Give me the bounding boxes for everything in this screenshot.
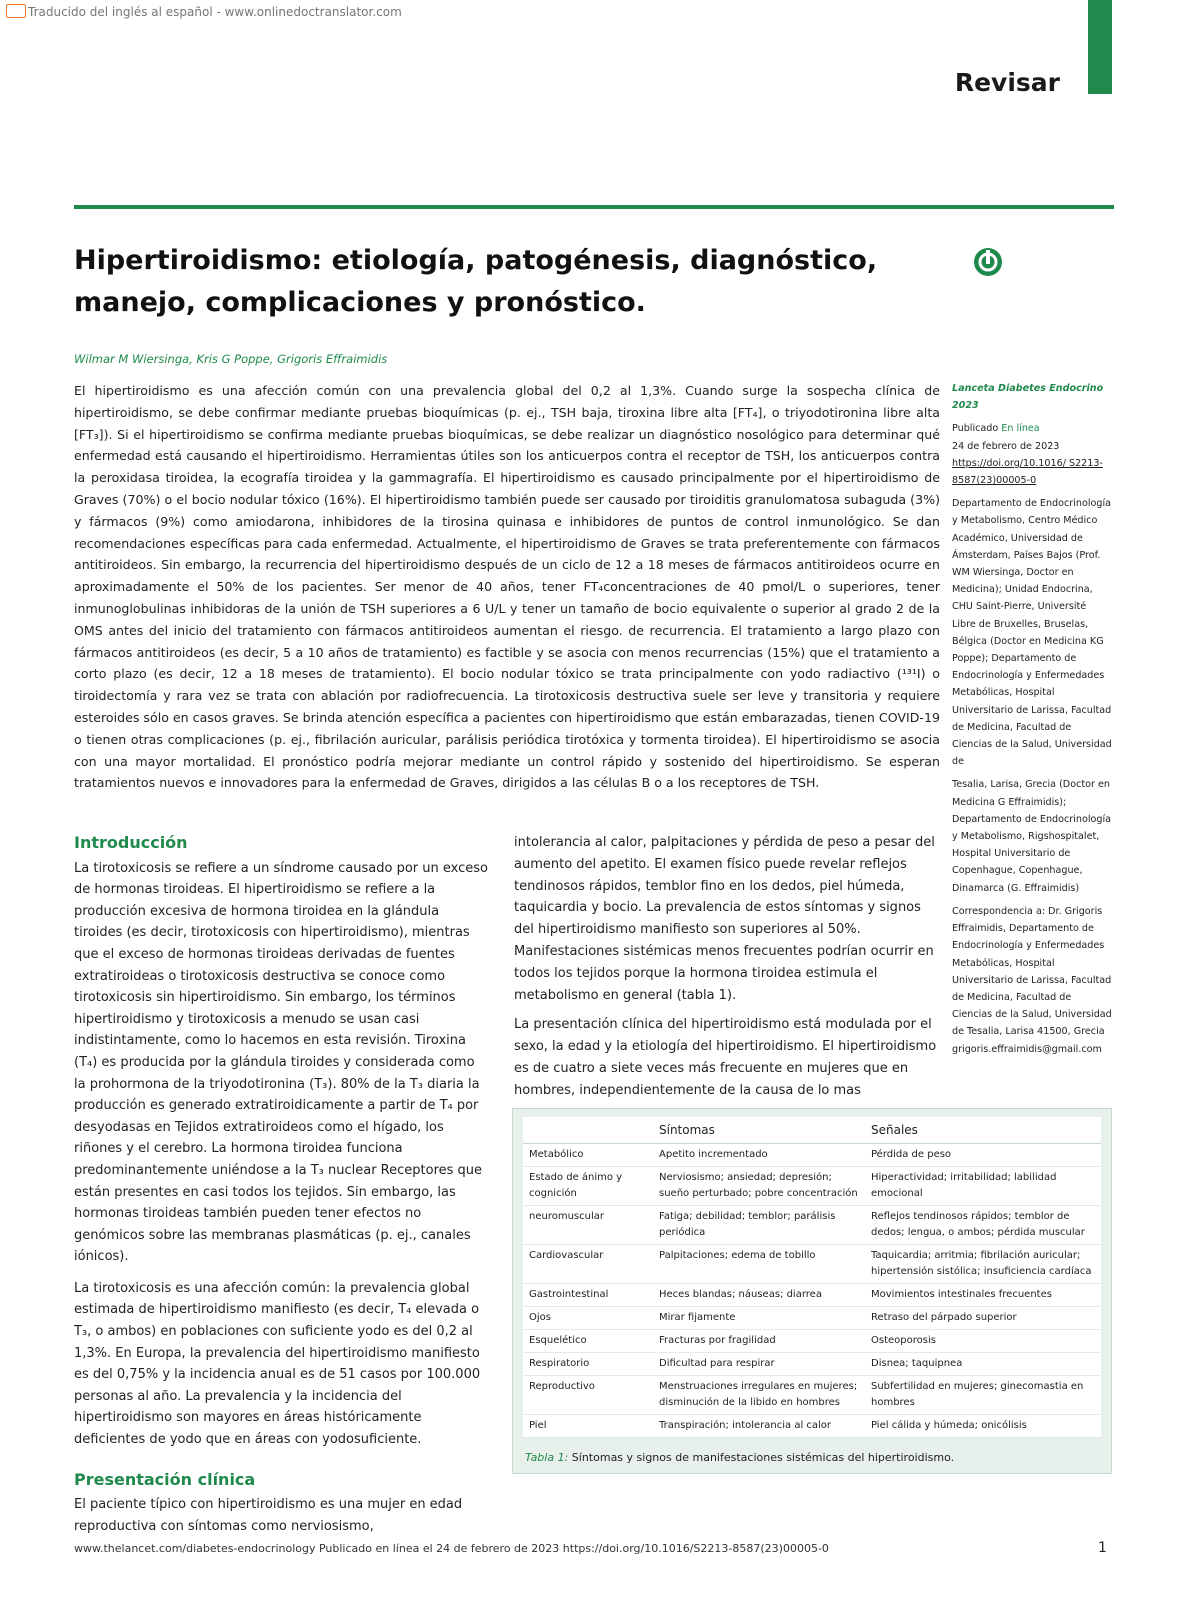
affiliation-2: Tesalia, Larisa, Grecia (Doctor en Medicina G Effraimidis); Departamento de Endocrinología y Metabolismo, Rigshospitalet, Hospital Universitario de Copenhague, Copenhague, Dinamarca (G. Effraimidis) (952, 779, 1111, 894)
table-row (523, 1307, 1101, 1330)
table-caption (525, 1451, 954, 1464)
table-row (523, 1330, 1101, 1353)
row-symptoms: Fatiga; debilidad; temblor; parálisis periódica (653, 1206, 865, 1245)
clinical-paragraph-2: intolerancia al calor, palpitaciones y pérdida de peso a pesar del aumento del apetito. El examen físico puede revelar reflejos tendinosos rápidos, temblor fino en los dedos, piel húmeda, taquicardia y bocio. La prevalencia de estos síntomas y signos del hipertiroidismo manifiesto son superiores al 50%. Manifestaciones sistémicas menos frecuentes podrían ocurrir en todos los tejidos porque la hormona tiroidea estimula el metabolismo en general (tabla 1). (514, 835, 935, 1003)
row-signs: Hiperactividad; irritabilidad; labilidad emocional (865, 1167, 1101, 1206)
row-symptoms: Menstruaciones irregulares en mujeres; disminución de la libido en hombres (653, 1376, 865, 1415)
table-row (523, 1167, 1101, 1206)
row-system: Esquelético (523, 1330, 653, 1353)
abstract: El hipertiroidismo es una afección común con una prevalencia global del 0,2 al 1,3%. Cuando surge la sospecha clínica de hipertiroidismo, se debe confirmar mediante pruebas bioquímicas (p. ej., TSH baja, tiroxina libre alta [FT₄], o triyodotironina libre alta [FT₃]). Si el hipertiroidismo se confirma mediante pruebas bioquímicas, se debe realizar un diagnóstico nosológico para determinar qué enfermedad está causando el hipertiroidismo. Herramientas útiles son los anticuerpos contra el receptor de TSH, los anticuerpos contra la peroxidasa tiroidea, la ecografía tiroidea y la gammagrafía. El hipertiroidismo es causado principalmente por el hipertiroidismo de Graves (70%) o el bocio nodular tóxico (16%). El hipertiroidismo también puede ser causado por tiroiditis granulomatosa subaguda (3%) y fármacos (9%) como amiodarona, inhibidores de la tirosina quinasa e inhibidores de puntos de control inmunológico. Se dan recomendaciones específicas para cada enfermedad. Actualmente, el hipertiroidismo de Graves se trata preferentemente con fármacos antitiroideos. Sin embargo, la recurrencia del hipertiroidismo después de un ciclo de 12 a 18 meses de fármacos antitiroideos ocurre en aproximadamente el 50% de los pacientes. Ser menor de 40 años, tener FT₄concentraciones de 40 pmol/L o superiores, tener inmunoglobulinas inhibidoras de la unión de TSH superiores a 6 U/L y tener un tamaño de bocio equivalente o superior al grado 2 de la OMS antes del inicio del tratamiento con fármacos antitiroideos aumentan el riesgo. de recurrencia. El tratamiento a largo plazo con fármacos antitiroideos (es decir, 5 a 10 años de tratamiento) es factible y se asocia con menos recurrencias (15%) que el tratamiento a corto plazo (es decir, 12 a 18 meses de tratamiento). El bocio nodular tóxico se trata principalmente con yodo radiactivo (¹³¹I) o tiroidectomía y rara vez se trata con ablación por radiofrecuencia. La tirotoxicosis destructiva suele ser leve y transitoria y requiere esteroides sólo en casos graves. Se brinda atención específica a pacientes con hipertiroidismo que están embarazadas, tienen COVID-19 o tienen otras complicaciones (p. ej., fibrilación auricular, parálisis periódica tirotóxica y tormenta tiroidea). El hipertiroidismo se asocia con una mayor mortalidad. El pronóstico podría mejorar mediante un control rápido y sostenido del hipertiroidismo. Se esperan tratamientos nuevos e innovadores para la enfermedad de Graves, dirigidos a las células B o a los receptores de TSH. (74, 383, 940, 791)
author-list: Wilmar M Wiersinga, Kris G Poppe, Grigoris Effraimidis (74, 352, 388, 366)
doi-link[interactable]: https://doi.org/10.1016/ S2213-8587(23)00005-0 (952, 457, 1103, 487)
row-signs: Disnea; taquipnea (865, 1353, 1101, 1376)
translation-banner[interactable] (6, 4, 402, 19)
header-rule (74, 205, 1114, 209)
row-symptoms: Fracturas por fragilidad (653, 1330, 865, 1353)
translate-icon (6, 4, 26, 18)
row-symptoms: Transpiración; intolerancia al calor (653, 1415, 865, 1438)
row-system: neuromuscular (523, 1206, 653, 1245)
row-system: Metabólico (523, 1144, 653, 1167)
article-sidebar (952, 380, 1112, 1064)
symptoms-table (523, 1117, 1101, 1438)
row-system: Gastrointestinal (523, 1284, 653, 1307)
article-title: Hipertiroidismo: etiología, patogénesis, diagnóstico, manejo, complicaciones y pronóstico. (74, 245, 878, 318)
row-signs: Reflejos tendinosos rápidos; temblor de dedos; lengua, o ambos; pérdida muscular (865, 1206, 1101, 1245)
row-system: Ojos (523, 1307, 653, 1330)
table-header-row (523, 1117, 1101, 1144)
header-symptoms: Síntomas (653, 1117, 865, 1144)
published-online: En línea (1001, 423, 1040, 435)
table-row (523, 1284, 1101, 1307)
clinical-heading: Presentación clínica (74, 1469, 256, 1489)
crossmark-icon[interactable] (970, 246, 1006, 282)
table-row (523, 1353, 1101, 1376)
clinical-paragraph-1: El paciente típico con hipertiroidismo es una mujer en edad reproductiva con síntomas como nerviosismo, (74, 1497, 463, 1534)
row-signs: Pérdida de peso (865, 1144, 1101, 1167)
table-row (523, 1144, 1101, 1167)
published-date: 24 de febrero de 2023 (952, 440, 1060, 452)
row-symptoms: Apetito incrementado (653, 1144, 865, 1167)
row-symptoms: Nerviosismo; ansiedad; depresión; sueño perturbado; pobre concentración (653, 1167, 865, 1206)
row-signs: Movimientos intestinales frecuentes (865, 1284, 1101, 1307)
row-system: Reproductivo (523, 1376, 653, 1415)
header-signs: Señales (865, 1117, 1101, 1144)
row-symptoms: Mirar fijamente (653, 1307, 865, 1330)
body-column-1 (74, 832, 490, 1547)
row-signs: Subfertilidad en mujeres; ginecomastia en hombres (865, 1376, 1101, 1415)
green-header-bar (1088, 0, 1112, 94)
published-label: Publicado (952, 423, 999, 435)
affiliation-1: Departamento de Endocrinología y Metabolismo, Centro Médico Académico, Universidad de Ámsterdam, Países Bajos (Prof. WM Wiersinga, Doctor en Medicina); Unidad Endocrina, CHU Saint-Pierre, Université Libre de Bruxelles, Bruselas, Bélgica (Doctor en Medicina KG Poppe); Departamento de Endocrinología y Enfermedades Metabólicas, Hospital Universitario de Larissa, Facultad de Medicina, Facultad de Ciencias de la Salud, Universidad de (952, 498, 1112, 768)
intro-heading: Introducción (74, 833, 188, 852)
body-column-2 (514, 832, 938, 1110)
row-system: Cardiovascular (523, 1245, 653, 1284)
row-system: Estado de ánimo y cognición (523, 1167, 653, 1206)
table-row (523, 1206, 1101, 1245)
table-row (523, 1376, 1101, 1415)
table-row (523, 1245, 1101, 1284)
row-signs: Osteoporosis (865, 1330, 1101, 1353)
correspondence: Correspondencia a: Dr. Grigoris Effraimidis, Departamento de Endocrinología y Enfermedades Metabólicas, Hospital Universitario de Larissa, Facultad de Medicina, Facultad de Ciencias de la Salud, Universidad de Tesalia, Larisa 41500, Grecia grigoris.effraimidis@gmail.com (952, 905, 1112, 1055)
row-system: Respiratorio (523, 1353, 653, 1376)
caption-label: Tabla 1: (525, 1451, 569, 1464)
header-system (523, 1117, 653, 1144)
banner-text: Traducido del inglés al español - www.onlinedoctranslator.com (28, 5, 402, 19)
row-signs: Piel cálida y húmeda; onicólisis (865, 1415, 1101, 1438)
intro-paragraph-1: La tirotoxicosis se refiere a un síndrome causado por un exceso de hormonas tiroideas. El hipertiroidismo se refiere a la producción excesiva de hormona tiroidea en la glándula tiroides (es decir, tirotoxicosis con hipertiroidismo), mientras que el exceso de hormonas tiroideas derivadas de fuentes extratiroideas o tirotoxicosis destructiva se conoce como tirotoxicosis sin hipertiroidismo. Sin embargo, los términos hipertiroidismo y tirotoxicosis a menudo se usan casi indistintamente, como lo hacemos en esta revisión. Tiroxina (T₄) es producida por la glándula tiroides y considerada como la prohormona de la triyodotironina (T₃). 80% de la T₃ diaria la producción es generado extratiroidicamente a partir de T₄ por desyodasas en Tejidos extratiroideos como el hígado, los riñones y el cerebro. La hormona tiroidea funciona predominantemente uniéndose a la T₃ nuclear Receptores que están presentes en casi todos los tejidos. Sin embargo, las hormonas tiroideas también pueden tener efectos no genómicos sobre las membranas plasmáticas (p. ej., canales iónicos). (74, 860, 488, 1265)
row-symptoms: Palpitaciones; edema de tobillo (653, 1245, 865, 1284)
footer-citation: www.thelancet.com/diabetes-endocrinology Publicado en línea el 24 de febrero de 2023 https://doi.org/10.1016/S2213-8587(23)00005-0 (74, 1542, 829, 1555)
clinical-paragraph-3: La presentación clínica del hipertiroidismo está modulada por el sexo, la edad y la etiología del hipertiroidismo. El hipertiroidismo es de cuatro a siete veces más frecuente en mujeres que en hombres, independientemente de la causa de lo mas (514, 1017, 937, 1098)
caption-text: Síntomas y signos de manifestaciones sistémicas del hipertiroidismo. (571, 1451, 955, 1464)
row-signs: Taquicardia; arritmia; fibrilación auricular; hipertensión sistólica; insuficiencia cardíaca (865, 1245, 1101, 1284)
intro-paragraph-2: La tirotoxicosis es una afección común: la prevalencia global estimada de hipertiroidismo manifiesto (es decir, T₄ elevada o T₃, o ambos) en poblaciones con suficiente yodo es del 0,2 al 1,3%. En Europa, la prevalencia del hipertiroidismo manifiesto es del 0,75% y la incidencia anual es de 51 casos por 100.000 personas al año. La prevalencia y la incidencia del hipertiroidismo son mayores en áreas históricamente deficientes de yodo que en áreas con yodosuficiente. (74, 1280, 481, 1448)
row-signs: Retraso del párpado superior (865, 1307, 1101, 1330)
row-symptoms: Heces blandas; náuseas; diarrea (653, 1284, 865, 1307)
journal-name: Lanceta Diabetes Endocrino 2023 (952, 383, 1104, 412)
row-system: Piel (523, 1415, 653, 1438)
table-row (523, 1415, 1101, 1438)
table-1 (512, 1108, 1112, 1474)
page-number: 1 (1098, 1540, 1107, 1556)
row-symptoms: Dificultad para respirar (653, 1353, 865, 1376)
document-type: Revisar (954, 68, 1060, 97)
